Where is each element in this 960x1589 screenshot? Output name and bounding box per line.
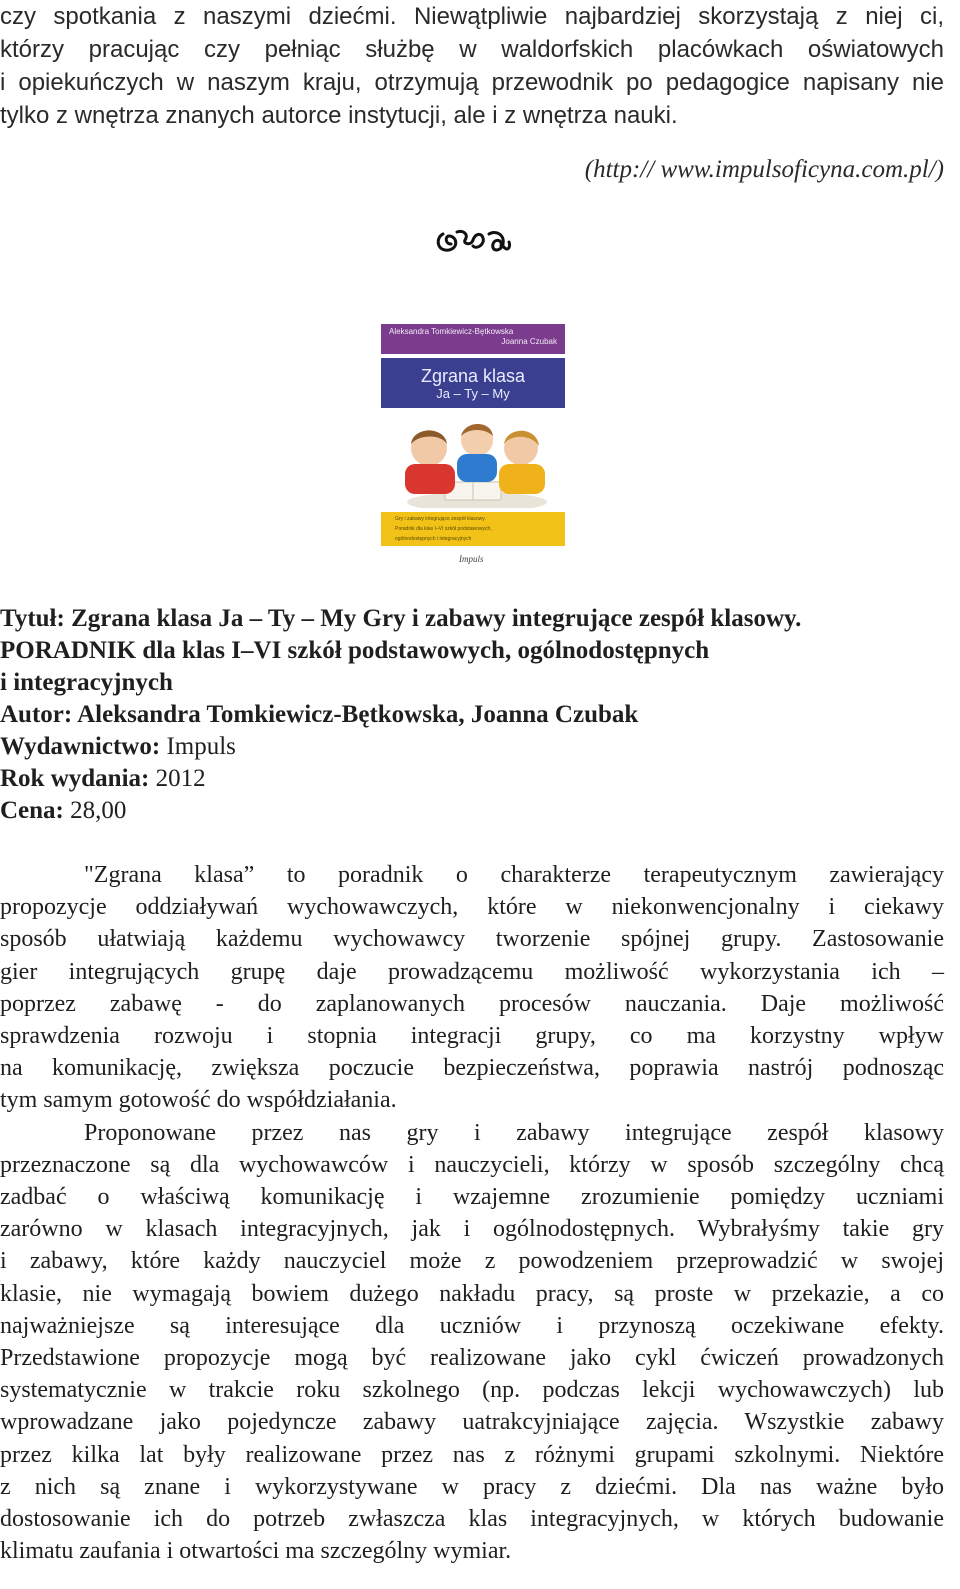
description-line: systematycznie w trakcie roku szkolnego (np. podczas lekcji wychowawczych) lub [0, 1377, 944, 1404]
intro-line: czy spotkania z naszymi dziećmi. Niewątpliwie najbardziej skorzystają z niej ci, [0, 3, 944, 30]
cover-title-band [381, 358, 565, 408]
intro-line: którzy pracując czy pełniąc służbę w waldorfskich placówkach oświatowych [0, 36, 944, 63]
description-line: przeznaczone są dla wychowawców i nauczycieli, którzy w sposób szczególny chcą [0, 1151, 944, 1178]
description-line: propozycje oddziaływań wychowawczych, które w niekonwencjonalny i ciekawy [0, 894, 944, 921]
intro-line: i opiekuńczych w naszym kraju, otrzymują przewodnik po pedagogice napisany nie [0, 69, 944, 96]
description-line: sprawdzenia rozwoju i stopnia integracji grupy, co ma korzystny wpływ [0, 1023, 944, 1050]
cover-tagline: Poradnik dla klas I–VI szkół podstawowych, [395, 526, 492, 532]
book-metadata [0, 603, 944, 827]
description-line: Proponowane przez nas gry i zabawy integrujące zespół klasowy [84, 1119, 944, 1146]
floral-divider-icon [433, 224, 513, 260]
book-title-line: i integracyjnych [0, 669, 173, 696]
description-line: klimatu zaufania i otwartości ma szczególny wymiar. [0, 1538, 512, 1565]
intro-line: tylko z wnętrza znanych autorce instytucji, ale i z wnętrza nauki. [0, 102, 678, 129]
description-line: klasie, nie wymagają bowiem dużego nakładu pracy, są proste w przekazie, a co [0, 1280, 944, 1307]
book-year: Rok wydania: 2012 [0, 765, 206, 792]
book-description [0, 859, 944, 1567]
description-line: sposób ułatwiają każdemu wychowawcy tworzenie spójnej grupy. Zastosowanie [0, 926, 944, 953]
description-line: i zabawy, które każdy nauczyciel może z powodzeniem przeprowadzić w swojej [0, 1248, 944, 1275]
book-price: Cena: 28,00 [0, 797, 127, 824]
description-line: zadbać o właściwą komunikację i wzajemne zrozumienie pomiędzy uczniami [0, 1184, 944, 1211]
book-title-line: PORADNIK dla klas I–VI szkół podstawowych, ogólnodostępnych [0, 637, 710, 664]
book-publisher: Wydawnictwo: Impuls [0, 733, 236, 760]
description-line: wprowadzane jako pojedyncze zabawy uatrakcyjniające zajęcia. Wszystkie zabawy [0, 1409, 944, 1436]
cover-title: Zgrana klasa [420, 366, 526, 386]
description-line: dostosowanie ich do potrzeb zwłaszcza klas integracyjnych, w których budowanie [0, 1506, 944, 1533]
cover-authors-band [381, 324, 565, 354]
cover-tagline-band [381, 512, 565, 546]
description-line: tym samym gotowość do współdziałania. [0, 1087, 397, 1114]
cover-tagline: ogólnodostępnych i integracyjnych [395, 536, 472, 542]
intro-paragraph [0, 0, 944, 132]
cover-subtitle: Ja – Ty – My [436, 386, 510, 401]
description-line: gier integrujących grupę daje prowadzącemu możliwość wykorzystania ich – [0, 958, 944, 985]
cover-author-line: Joanna Czubak [501, 337, 557, 346]
description-line: zarówno w klasach integracyjnych, jak i ogólnodostępnych. Wybrałyśmy takie gry [0, 1216, 944, 1243]
cover-author-line: Aleksandra Tomkiewicz-Bętkowska [389, 327, 514, 336]
cover-tagline: Gry i zabawy integrujące zespół klasowy. [395, 516, 486, 522]
source-link[interactable]: (http:// www.impulsoficyna.com.pl/) [584, 156, 944, 183]
book-author: Autor: Aleksandra Tomkiewicz-Bętkowska, Joanna Czubak [0, 701, 639, 728]
description-line: na komunikację, zwiększa poczucie bezpieczeństwa, poprawia nastrój podnosząc [0, 1055, 944, 1082]
cover-photo-children-reading [381, 412, 565, 508]
description-line: przez kilka lat były realizowane przez nas z różnymi grupami szkolnymi. Niektóre [0, 1441, 944, 1468]
book-title: Tytuł: Zgrana klasa Ja – Ty – My Gry i zabawy integrujące zespół klasowy. [0, 605, 802, 632]
description-line: najważniejsze są interesujące dla uczniów i przynoszą oczekiwane efekty. [0, 1312, 944, 1339]
description-line: poprzez zabawę - do zaplanowanych procesów nauczania. Daje możliwość [0, 990, 944, 1017]
publisher-logo: Impuls [459, 554, 484, 564]
description-line: "Zgrana klasa” to poradnik o charakterze terapeutycznym zawierający [84, 862, 944, 888]
description-line: z nich są znane i wykorzystywane w pracy z dziećmi. Dla nas ważne było [0, 1473, 944, 1500]
description-line: Przedstawione propozycje mogą być realizowane jako cykl ćwiczeń prowadzonych [0, 1345, 944, 1372]
book-cover-image [367, 300, 579, 572]
